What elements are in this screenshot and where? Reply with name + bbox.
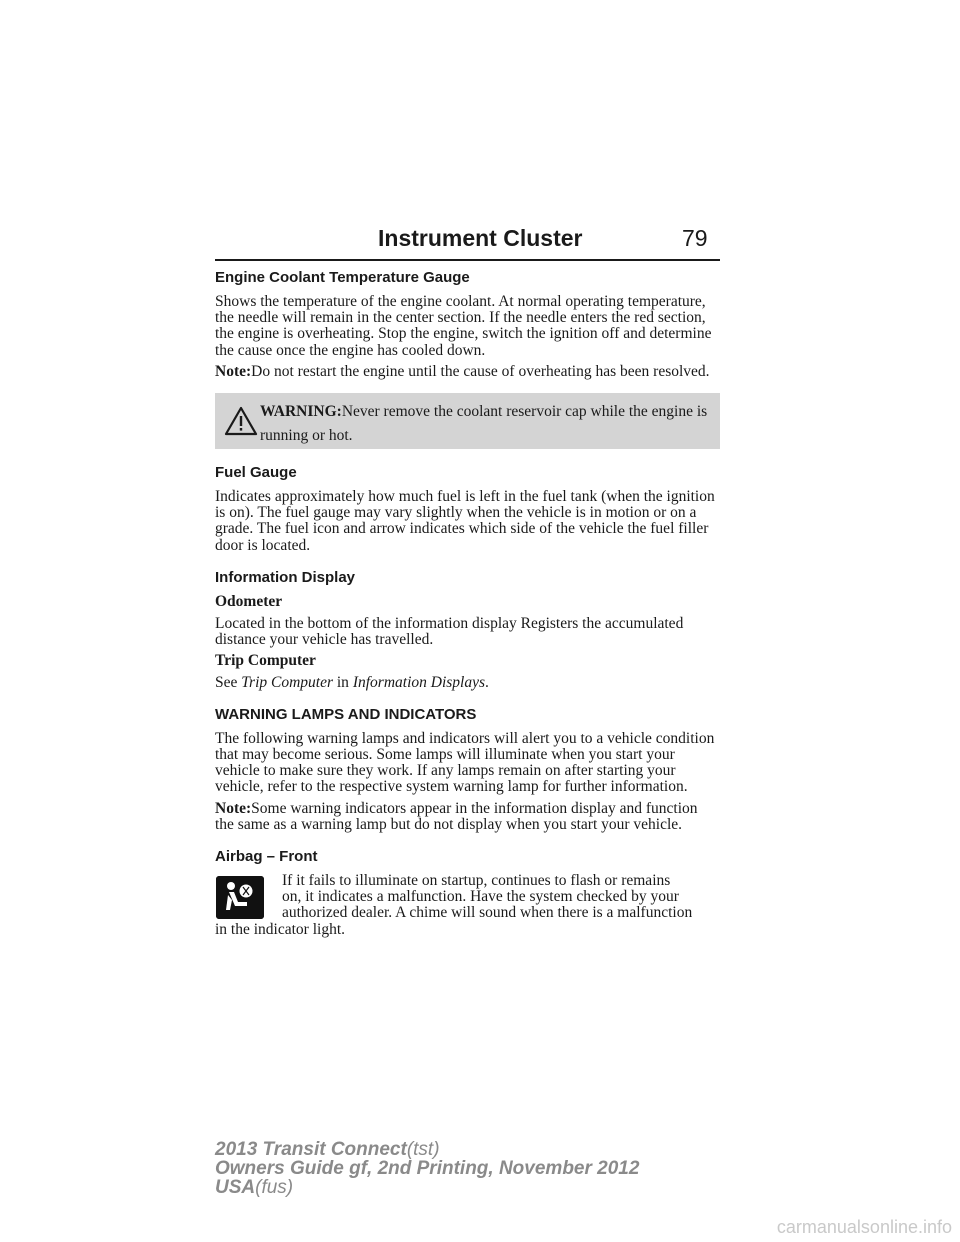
warning-message: Never remove the coolant reservoir cap while the engine is running or hot. (260, 403, 708, 445)
in-word: in (336, 673, 349, 691)
airbag-line-3: authorized dealer. A chime will sound when there is a malfunction (282, 904, 693, 922)
footer-guide: Owners Guide gf, 2nd Printing, November 2012 (215, 1158, 640, 1179)
footer-region: USA (215, 1177, 256, 1198)
odometer-text: Located in the bottom of the information display Registers the accumulated distance your vehicle has travelled. (215, 615, 684, 649)
odometer-label (215, 594, 720, 610)
warning-lamps-heading: WARNING LAMPS AND INDICATORS (215, 705, 477, 723)
warning-triangle-icon (224, 406, 258, 436)
page-footer (215, 1140, 639, 1197)
footer-region-line (215, 1178, 639, 1197)
warning-label: WARNING: (260, 403, 342, 421)
warning-box (215, 393, 720, 449)
note-label: Note: (215, 362, 252, 380)
ref-trip-computer: Trip Computer (241, 673, 333, 691)
warning-lamps-note (215, 801, 720, 833)
footer-region-code: (fus) (255, 1177, 294, 1198)
fuel-heading: Fuel Gauge (215, 464, 297, 482)
coolant-note (215, 364, 720, 380)
trip-computer-label (215, 653, 720, 669)
footer-model-line (215, 1140, 639, 1159)
footer-model-code: (tst) (406, 1139, 440, 1160)
page-number: 79 (682, 225, 708, 251)
footer-guide-line (215, 1159, 639, 1178)
warning-text (260, 400, 710, 448)
warning-lamps-body: The following warning lamps and indicators will alert you to a vehicle condition that may become serious. Some lamps will illuminate when you start your vehicle to make sure they work. If any lamps remain on after starting your vehicle, refer to the respective system warning lamp for further information. (215, 729, 715, 796)
airbag-heading: Airbag – Front (215, 848, 318, 866)
trip-computer-reference (215, 675, 720, 691)
end-period: . (485, 673, 489, 691)
warning-lamps-note-text: Some warning indicators appear in the information display and function the same as a warning lamp but do not display when you start your vehicle. (215, 799, 698, 833)
ref-information-displays: Information Displays (352, 673, 485, 691)
coolant-heading: Engine Coolant Temperature Gauge (215, 269, 470, 286)
note-label: Note: (215, 799, 252, 817)
header-rule (215, 259, 720, 261)
watermark: carmanualsonline.info (776, 1217, 952, 1237)
airbag-line-4: in the indicator light. (215, 920, 346, 938)
see-word: See (215, 673, 238, 691)
info-display-heading: Information Display (215, 568, 356, 586)
airbag-line-2: on, it indicates a malfunction. Have the system checked by your (282, 888, 679, 906)
airbag-section (215, 873, 720, 938)
fuel-body: Indicates approximately how much fuel is left in the fuel tank (when the ignition is on). The fuel gauge may vary slightly when the vehicle is in motion or on a grade. The fuel icon and arrow indicates which side of the vehicle the fuel filler door is located. (215, 488, 715, 554)
airbag-icon (216, 876, 264, 919)
airbag-line-1: If it fails to illuminate on startup, continues to flash or remains (282, 872, 671, 890)
coolant-note-text: Do not restart the engine until the cause of overheating has been resolved. (251, 362, 710, 380)
trip-computer-label-text: Trip Computer (215, 652, 316, 670)
page-header-title: Instrument Cluster (378, 225, 583, 251)
coolant-body: Shows the temperature of the engine coolant. At normal operating temperature, the needle will remain in the center section. If the needle enters the red section, the engine is overheating. Stop the engine, switch the ignition off and determine the cause once the engine has cooled down. (215, 293, 712, 359)
footer-model: 2013 Transit Connect (215, 1139, 407, 1160)
odometer-label-text: Odometer (215, 592, 283, 610)
page-content (215, 268, 720, 938)
